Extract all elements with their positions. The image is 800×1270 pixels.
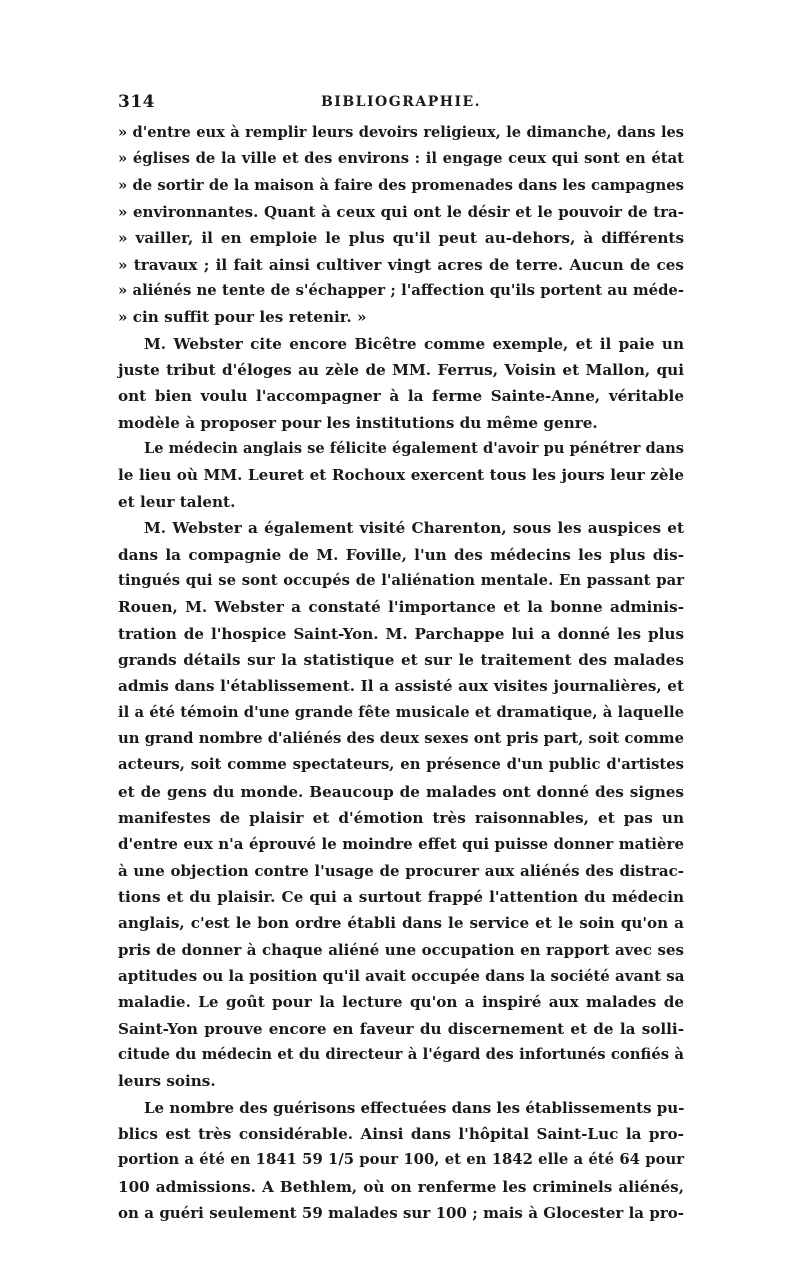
text-line: juste tribut d'éloges au zèle de MM. Ferrus, Voisin et Mallon, qui	[118, 361, 684, 380]
text-line: Saint-Yon prouve encore en faveur du discernement et de la solli-	[118, 1019, 684, 1038]
text-line: » de sortir de la maison à faire des promenades dans les campagnes	[118, 176, 684, 194]
body-text	[118, 120, 684, 1226]
text-line: Rouen, M. Webster a constaté l'importance et la bonne adminis-	[118, 598, 684, 617]
text-line: on a guéri seulement 59 malades sur 100 ; mais à Glocester la pro-	[118, 1204, 684, 1223]
running-title: BIBLIOGRAPHIE.	[320, 94, 482, 110]
text-line: pris de donner à chaque aliéné une occupation en rapport avec ses	[118, 940, 684, 959]
text-line: le lieu où MM. Leuret et Rochoux exercent tous les jours leur zèle	[118, 466, 684, 485]
text-line: citude du médecin et du directeur à l'égard des infortunés confiés à	[118, 1046, 684, 1064]
text-line: » travaux ; il fait ainsi cultiver vingt acres de terre. Aucun de ces	[118, 255, 684, 274]
text-line: » environnantes. Quant à ceux qui ont le désir et le pouvoir de tra-	[118, 203, 684, 222]
text-line: maladie. Le goût pour la lecture qu'on a inspiré aux malades de	[118, 993, 684, 1012]
text-line: » églises de la ville et des environs : il engage ceux qui sont en état	[118, 150, 684, 168]
text-line: grands détails sur la statistique et sur le traitement des malades	[118, 650, 684, 669]
text-line: Le nombre des guérisons effectuées dans les établissements pu-	[144, 1098, 685, 1117]
text-line: blics est très considérable. Ainsi dans l'hôpital Saint-Luc la pro-	[118, 1125, 684, 1144]
text-line: un grand nombre d'aliénés des deux sexes ont pris part, soit comme	[118, 729, 684, 747]
paragraph	[118, 331, 684, 436]
text-line: dans la compagnie de M. Foville, l'un des médecins les plus dis-	[118, 545, 684, 564]
text-line: M. Webster cite encore Bicêtre comme exemple, et il paie un	[144, 334, 684, 353]
text-line: » aliénés ne tente de s'échapper ; l'affection qu'ils portent au méde-	[118, 282, 684, 300]
paragraph	[118, 120, 684, 331]
text-line: aptitudes ou la position qu'il avait occupée dans la société avant sa	[118, 967, 685, 985]
text-line: acteurs, soit comme spectateurs, en présence d'un public d'artistes	[118, 756, 684, 774]
page-number: 314	[118, 92, 155, 112]
text-line: il a été témoin d'une grande fête musicale et dramatique, à laquelle	[118, 703, 684, 721]
text-line: portion a été en 1841 59 1/5 pour 100, et en 1842 elle a été 64 pour	[118, 1151, 684, 1169]
text-line: d'entre eux n'a éprouvé le moindre effet qui puisse donner matière	[118, 835, 684, 854]
text-line: 100 admissions. A Bethlem, où on renferme les criminels aliénés,	[118, 1177, 684, 1196]
text-line: » cin suffit pour les retenir. »	[118, 308, 367, 327]
text-line: anglais, c'est le bon ordre établi dans le service et le soin qu'on a	[118, 914, 684, 933]
paragraph	[118, 515, 684, 1095]
text-line: leurs soins.	[118, 1072, 216, 1091]
running-head	[118, 92, 684, 116]
text-line: Le médecin anglais se félicite également d'avoir pu pénétrer dans	[144, 440, 684, 458]
paragraph	[118, 436, 684, 515]
text-line: tration de l'hospice Saint-Yon. M. Parchappe lui a donné les plus	[118, 624, 684, 643]
text-line: admis dans l'établissement. Il a assisté aux visites journalières, et	[118, 677, 684, 696]
text-line: » d'entre eux à remplir leurs devoirs religieux, le dimanche, dans les	[118, 124, 684, 141]
text-line: et leur talent.	[118, 492, 236, 511]
text-line: modèle à proposer pour les institutions du même genre.	[118, 413, 598, 432]
text-line: » vailler, il en emploie le plus qu'il peut au-dehors, à différents	[118, 229, 684, 248]
text-line: à une objection contre l'usage de procurer aux aliénés des distrac-	[118, 861, 684, 880]
text-line: tions et du plaisir. Ce qui a surtout frappé l'attention du médecin	[118, 887, 684, 906]
text-line: et de gens du monde. Beaucoup de malades ont donné des signes	[118, 782, 684, 801]
text-line: M. Webster a également visité Charenton, sous les auspices et	[144, 519, 684, 538]
text-line: tingués qui se sont occupés de l'aliénation mentale. En passant par	[118, 571, 684, 589]
text-line: ont bien voulu l'accompagner à la ferme Sainte-Anne, véritable	[118, 387, 684, 406]
paragraph	[118, 1095, 684, 1227]
text-line: manifestes de plaisir et d'émotion très raisonnables, et pas un	[118, 808, 684, 827]
